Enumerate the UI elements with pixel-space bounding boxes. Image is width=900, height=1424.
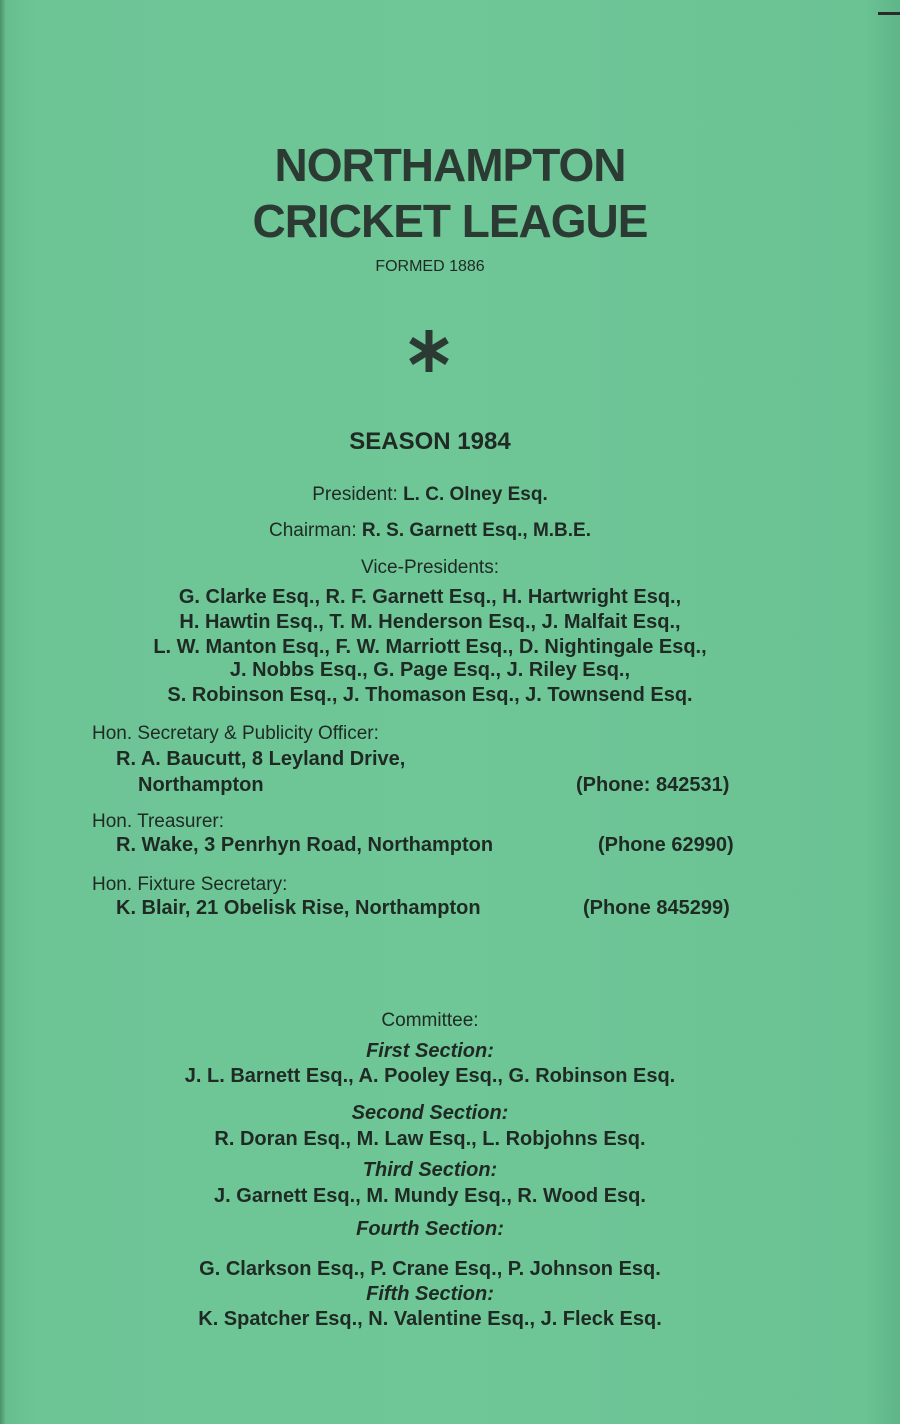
asterisk-icon <box>404 326 454 376</box>
title-line-1: NORTHAMPTON <box>274 139 626 191</box>
treasurer-address: R. Wake, 3 Penrhyn Road, Northampton <box>116 834 494 856</box>
title-line-2: CRICKET LEAGUE <box>252 195 648 247</box>
president-line <box>0 484 860 506</box>
chairman-name: R. S. Garnett Esq., M.B.E. <box>361 520 592 541</box>
section-title: First Section: <box>366 1040 494 1062</box>
section-title: Second Section: <box>351 1102 509 1124</box>
season-heading: SEASON 1984 <box>349 428 511 455</box>
vice-presidents-line: L. W. Manton Esq., F. W. Marriott Esq., D. Nightingale Esq., <box>153 636 707 658</box>
section-members: R. Doran Esq., M. Law Esq., L. Robjohns Esq. <box>214 1128 646 1150</box>
edge-mark <box>878 12 900 15</box>
section-title: Fourth Section: <box>356 1218 504 1240</box>
secretary-town: Northampton <box>138 774 264 796</box>
vice-presidents-heading: Vice-Presidents: <box>361 557 499 578</box>
formed-year: FORMED 1886 <box>375 258 485 275</box>
secretary-phone: (Phone: 842531) <box>576 774 730 796</box>
section-title: Third Section: <box>362 1159 498 1181</box>
president-name: L. C. Olney Esq. <box>403 484 548 505</box>
fixture-secretary-label: Hon. Fixture Secretary: <box>92 874 288 895</box>
committee-heading: Committee: <box>381 1010 479 1031</box>
vice-presidents-line: G. Clarke Esq., R. F. Garnett Esq., H. Hartwright Esq., <box>178 586 682 608</box>
section-members: J. Garnett Esq., M. Mundy Esq., R. Wood Esq. <box>214 1185 646 1207</box>
treasurer-label: Hon. Treasurer: <box>92 811 224 832</box>
vice-presidents-line: J. Nobbs Esq., G. Page Esq., J. Riley Esq., <box>229 659 631 681</box>
chairman-label: Chairman: <box>268 520 357 541</box>
president-label: President: <box>312 484 398 505</box>
treasurer-phone: (Phone 62990) <box>598 834 734 856</box>
vice-presidents-line: H. Hawtin Esq., T. M. Henderson Esq., J. Malfait Esq., <box>179 611 681 633</box>
section-title: Fifth Section: <box>366 1283 494 1305</box>
vice-presidents-line: S. Robinson Esq., J. Thomason Esq., J. Townsend Esq. <box>167 684 693 706</box>
fixture-secretary-address: K. Blair, 21 Obelisk Rise, Northampton <box>116 897 481 919</box>
secretary-label: Hon. Secretary & Publicity Officer: <box>92 723 379 744</box>
section-members: G. Clarkson Esq., P. Crane Esq., P. Johnson Esq. <box>199 1258 661 1280</box>
secretary-name: R. A. Baucutt, 8 Leyland Drive, <box>116 748 406 770</box>
chairman-line <box>0 520 860 542</box>
section-members: K. Spatcher Esq., N. Valentine Esq., J. Fleck Esq. <box>198 1308 662 1330</box>
fixture-secretary-phone: (Phone 845299) <box>583 897 730 919</box>
section-members: J. L. Barnett Esq., A. Pooley Esq., G. Robinson Esq. <box>184 1065 676 1087</box>
